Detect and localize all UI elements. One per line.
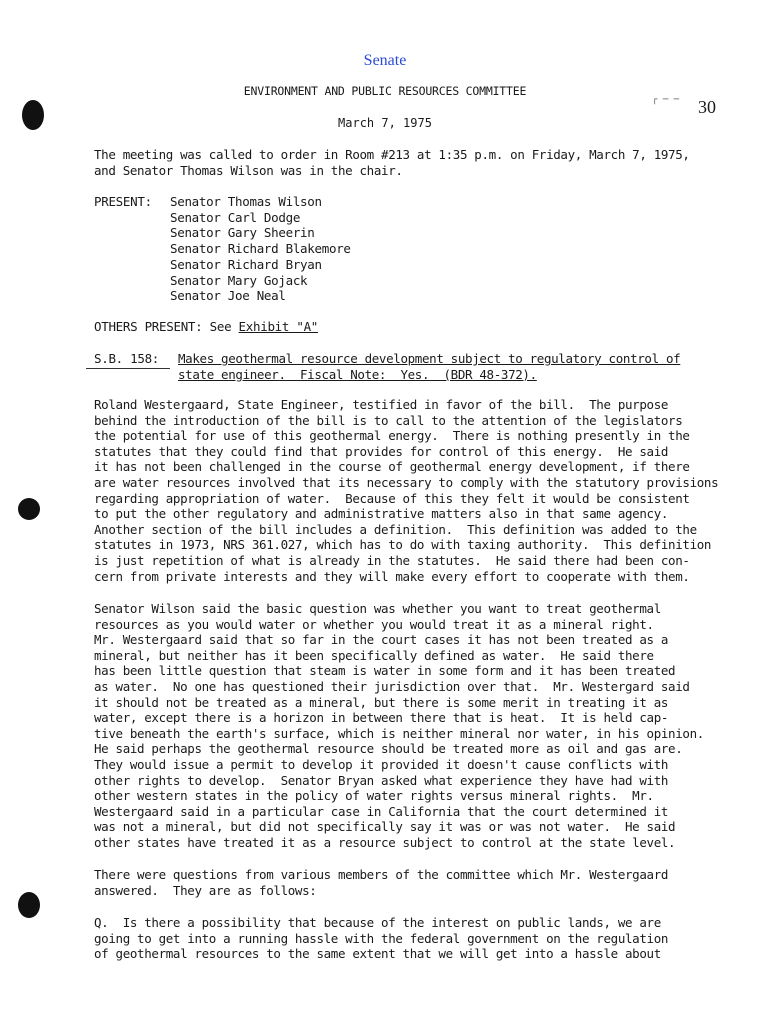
present-member: Senator Joe Neal xyxy=(170,288,286,304)
present-label: PRESENT: xyxy=(94,194,152,209)
present-member: Senator Gary Sheerin xyxy=(170,225,315,241)
margin-mark: ┌ ─ ─ xyxy=(652,95,680,105)
others-present-label: OTHERS PRESENT: xyxy=(94,319,203,334)
bill-label-underline xyxy=(86,368,170,369)
senate-heading: Senate xyxy=(363,52,407,69)
questions-intro-paragraph: There were questions from various members of the committee which Mr. Westergaard answered. They are as follows: xyxy=(94,867,669,898)
present-member: Senator Carl Dodge xyxy=(170,209,301,225)
committee-heading: ENVIRONMENT AND PUBLIC RESOURCES COMMITTEE xyxy=(243,84,527,98)
present-member: Senator Mary Gojack xyxy=(170,272,308,288)
others-present-see: See xyxy=(209,319,232,334)
present-members-list xyxy=(170,194,351,304)
punch-hole-middle xyxy=(18,498,40,520)
page-number: 30 xyxy=(698,97,716,117)
bill-title: Makes geothermal resource development subject to regulatory control of state engineer. Fiscal Note: Yes. (BDR 48-372). xyxy=(178,351,681,382)
bill-number: S.B. 158: xyxy=(94,351,160,366)
question-paragraph: Q. Is there a possibility that because of the interest on public lands, we are going to get into a running hassle with the federal government on the regulation of geothermal resources to the same extent that we will get into a hassle about xyxy=(94,915,669,962)
meeting-date: March 7, 1975 xyxy=(338,116,432,130)
present-member: Senator Richard Bryan xyxy=(170,256,322,272)
opening-paragraph: The meeting was called to order in Room #213 at 1:35 p.m. on Friday, March 7, 1975, and Senator Thomas Wilson was in the chair. xyxy=(94,147,690,178)
present-member: Senator Richard Blakemore xyxy=(170,241,351,257)
discussion-paragraph: Senator Wilson said the basic question was whether you want to treat geothermal resources as you would water or whether you would treat it as a mineral right. Mr. Westergaard said that so far in the court cases it has not been treated as a mineral, but neither has it been specifically defined as water. He said there has been little question that steam is water in some form and it has been treated as water. No one has questioned their jurisdiction over that. Mr. Westergard said it should not be treated as a mineral, but there is some merit in treating it as water, except there is a horizon in between there that is heat. It is held cap- tive beneath the earth's surface, which is neither mineral nor water, in his opinion. He said perhaps the geothermal resource should be treated more as oil and gas are. They would issue a permit to develop it provided it doesn't cause conflicts with other rights to develop. Senator Bryan asked what experience they have had with other western states in the policy of water rights versus mineral rights. Mr. Westergaard said in a particular case in California that the court determined it was not a mineral, but did not specifically say it was or was not water. He said other states have treated it as a resource subject to control at the state level. xyxy=(94,601,704,850)
exhibit-reference: Exhibit "A" xyxy=(238,319,319,334)
testimony-paragraph: Roland Westergaard, State Engineer, testified in favor of the bill. The purpose behind the introduction of the bill is to call to the attention of the legislators the potential for use of this geothermal energy. There is nothing presently in the statutes that they could find that provides for control of this energy. He said it has not been challenged in the course of geothermal energy development, if there are water resources involved that its necessary to comply with the statutory provisions regarding appropriation of water. Because of this they felt it would be consistent to put the other regulatory and administrative matters also in that same agency. Another section of the bill includes a definition. This definition was added to the statutes in 1973, NRS 361.027, which has to do with taxing authority. This definition is just repetition of what is already in the statutes. He said there had been con- cern from private interests and they will make every effort to cooperate with them. xyxy=(94,397,719,584)
others-present xyxy=(94,319,318,334)
punch-hole-bottom xyxy=(18,892,40,918)
present-member: Senator Thomas Wilson xyxy=(170,194,322,209)
